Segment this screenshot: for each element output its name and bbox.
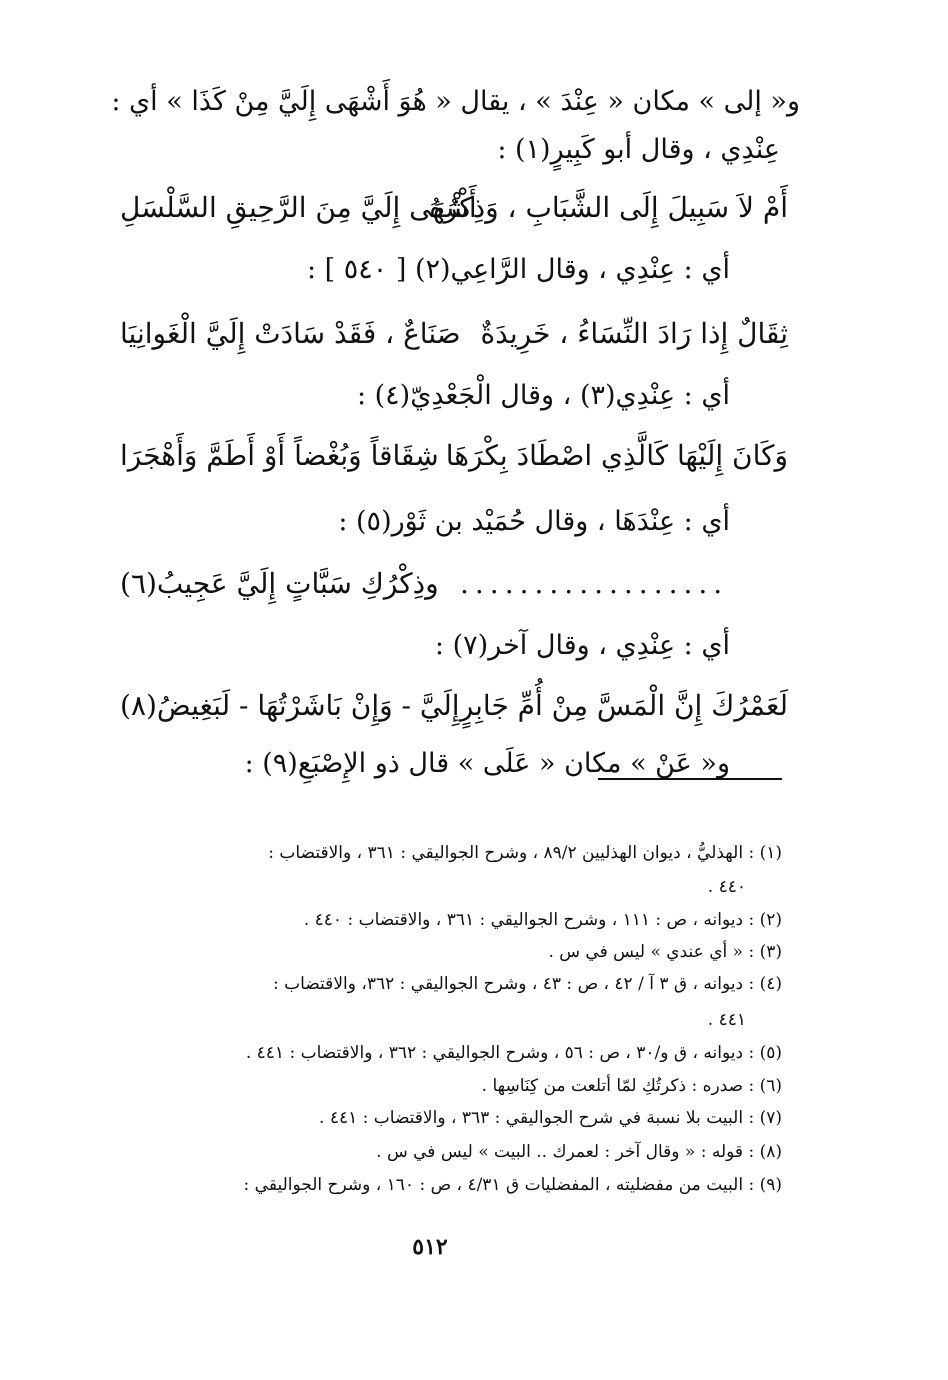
verse-second-hemistich: شِقَاقاً وَبُغْضاً أَوْ أَطَمَّ وَأَهْجَرَا [120, 439, 439, 472]
body-line: أي : عِنْدِي ، وقال آخر(٧) : [434, 630, 730, 661]
footnote: ٤٤٠ . [707, 877, 746, 897]
footnote: (٧) : البيت بلا نسبة في شرح الجواليقي : ٣٦٣ ، والاقتضاب : ٤٤١ . [319, 1108, 782, 1128]
verse [120, 562, 788, 606]
body-line: أي : عِنْدَهَا ، وقال حُمَيْد بن ثَوْر(٥) : [338, 506, 730, 537]
footnote: (٣) : « أي عندي » ليس في س . [548, 942, 782, 962]
footnote: (٦) : صدره : ذكرتُكِ لمّا أتلعت من كِنَاسِها . [481, 1076, 782, 1096]
footnote-separator [598, 778, 782, 780]
body-line: و« عَنْ » مكان « عَلَى » قال ذو الإِصْبَعِ(٩) : [244, 748, 730, 779]
verse [120, 684, 788, 728]
verse-first-hemistich: أَمْ لاَ سَبِيلَ إِلَى الشَّبَابِ ، وَذِكْرُهُ [429, 191, 788, 224]
body-line: و« إلى » مكان « عِنْدَ » ، يقال « هُوَ أَشْهَى إِلَيَّ مِنْ كَذَا » أي : [111, 86, 800, 117]
verse-first-hemistich: ثِقَالٌ إِذا رَادَ النِّسَاءُ ، خَرِيدَةٌ [480, 317, 788, 350]
footnote: (٤) : ديوانه ، ق ٣ آ / ٤٢ ، ص : ٤٣ ، وشرح الجواليقي : ٣٦٢، والاقتضاب : [273, 974, 782, 994]
body-line: أي : عِنْدِي(٣) ، وقال الْجَعْدِيّ(٤) : [356, 380, 730, 411]
verse-second-hemistich: أَشْهَى إِلَيَّ مِنَ الرَّحِيقِ السَّلْسَلِ [120, 191, 477, 224]
verse-first-hemistich: لَعَمْرُكَ إِنَّ الْمَسَّ مِنْ أُمِّ جَابِرٍ [459, 689, 788, 722]
footnote: (٢) : ديوانه ، ص : ١١١ ، وشرح الجواليقي : ٣٦١ ، والاقتضاب : ٤٤٠ . [303, 910, 782, 930]
footnote: ٤٤١ . [707, 1010, 746, 1030]
verse [120, 434, 788, 478]
page-number: ٥١٢ [412, 1234, 448, 1260]
verse-second-hemistich: صَنَاعٌ ، فَقَدْ سَادَتْ إِلَيَّ الْغَوانِيَا [120, 317, 461, 350]
footnote: (٥) : ديوانه ، ق و/٣٠ ، ص : ٥٦ ، وشرح الجواليقي : ٣٦٢ ، والاقتضاب : ٤٤١ . [245, 1043, 782, 1063]
body-line: أي : عِنْدِي ، وقال الرَّاعِي(٢) [ ٥٤٠ ] : [306, 254, 730, 285]
verse-second-hemistich: إِلَيَّ - وَإِنْ بَاشَرْتُهَا - لَبَغِيضُ(٨) [120, 689, 460, 722]
footnote: (٨) : قوله : « وقال آخر : لعمرك .. البيت » ليس في س . [376, 1142, 782, 1162]
verse [120, 186, 788, 230]
verse-first-hemistich: وَكَانَ إِلَيْهَا كَالَّذِي اصْطَادَ بِكْرَهَا [445, 439, 788, 472]
footnote: (١) : الهذليُّ ، ديوان الهذليين ٨٩/٢ ، وشرح الجواليقي : ٣٦١ ، والاقتضاب : [268, 843, 782, 863]
body-line: عِنْدِي ، وقال أبو كَبِيرٍ(١) : [497, 134, 780, 165]
verse [120, 312, 788, 356]
verse-second-hemistich: وذِكْرُكِ سَبَّاتٍ إِلَيَّ عَجِيبُ(٦) [120, 567, 439, 600]
footnote: (٩) : البيت من مفضليته ، المفضليات ق ٤/٣١ ، ص : ١٦٠ ، وشرح الجواليقي : [243, 1175, 782, 1195]
verse-ellipsis: .................. [460, 567, 729, 600]
